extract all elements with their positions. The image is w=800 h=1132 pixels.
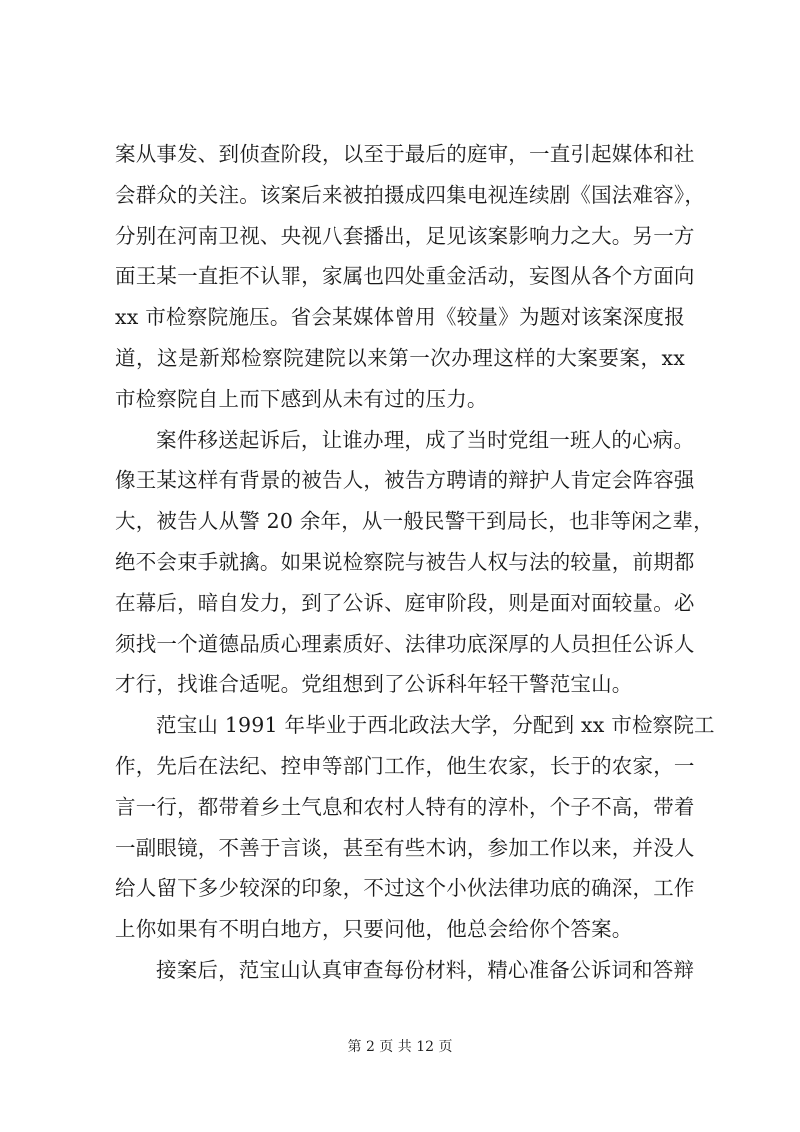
text-line: 市检察院自上而下感到从未有过的压力。 [115,386,488,411]
text-line: 给人留下多少较深的印象，不过这个小伙法律功底的确深，工作 [115,876,695,901]
text-line: 案从事发、到侦查阶段，以至于最后的庭审，一直引起媒体和社 [115,142,695,166]
text-line: xx 市检察院施压。省会某媒体曾用《较量》为题对该案深度报 [115,305,685,330]
text-line: 上你如果有不明白地方，只要问他，他总会给你个答案。 [115,917,633,942]
text-line: 言一行，都带着乡土气息和农村人特有的淳朴，个子不高，带着 [115,794,695,819]
text-line: 一副眼镜，不善于言谈，甚至有些木讷，参加工作以来，并没人 [115,835,695,860]
paragraph-first-line: 范宝山 1991 年毕业于西北政法大学，分配到 xx 市检察院工 [156,713,715,738]
paragraph-first-line: 接案后，范宝山认真审查每份材料，精心准备公诉词和答辩 [156,957,695,982]
text-line: 作，先后在法纪、控申等部门工作，他生农家，长于的农家，一 [115,753,695,778]
text-line: 大，被告人从警 20 余年，从一般民警干到局长，也非等闲之辈， [115,509,714,534]
text-line: 面王某一直拒不认罪，家属也四处重金活动，妄图从各个方面向 [115,264,695,289]
text-line: 才行，找谁合适呢。党组想到了公诉科年轻干警范宝山。 [115,672,633,697]
text-line: 像王某这样有背景的被告人，被告方聘请的辩护人肯定会阵容强 [115,468,695,493]
paragraph-first-line: 案件移送起诉后，让谁办理，成了当时党组一班人的心病。 [156,427,695,452]
text-line: 须找一个道德品质心理素质好、法律功底深厚的人员担任公诉人 [115,631,695,656]
text-line: 在幕后，暗自发力，到了公诉、庭审阶段，则是面对面较量。必 [115,590,695,615]
text-line: 会群众的关注。该案后来被拍摄成四集电视连续剧《国法难容》， [115,182,706,207]
document-body [115,134,715,991]
text-line: 绝不会束手就擒。如果说检察院与被告人权与法的较量，前期都 [115,549,695,574]
text-line: 道，这是新郑检察院建院以来第一次办理这样的大案要案，xx [115,345,685,370]
page-number-footer: 第 2 页 共 12 页 [347,1039,453,1055]
text-line: 分别在河南卫视、央视八套播出，足见该案影响力之大。另一方 [115,223,695,248]
